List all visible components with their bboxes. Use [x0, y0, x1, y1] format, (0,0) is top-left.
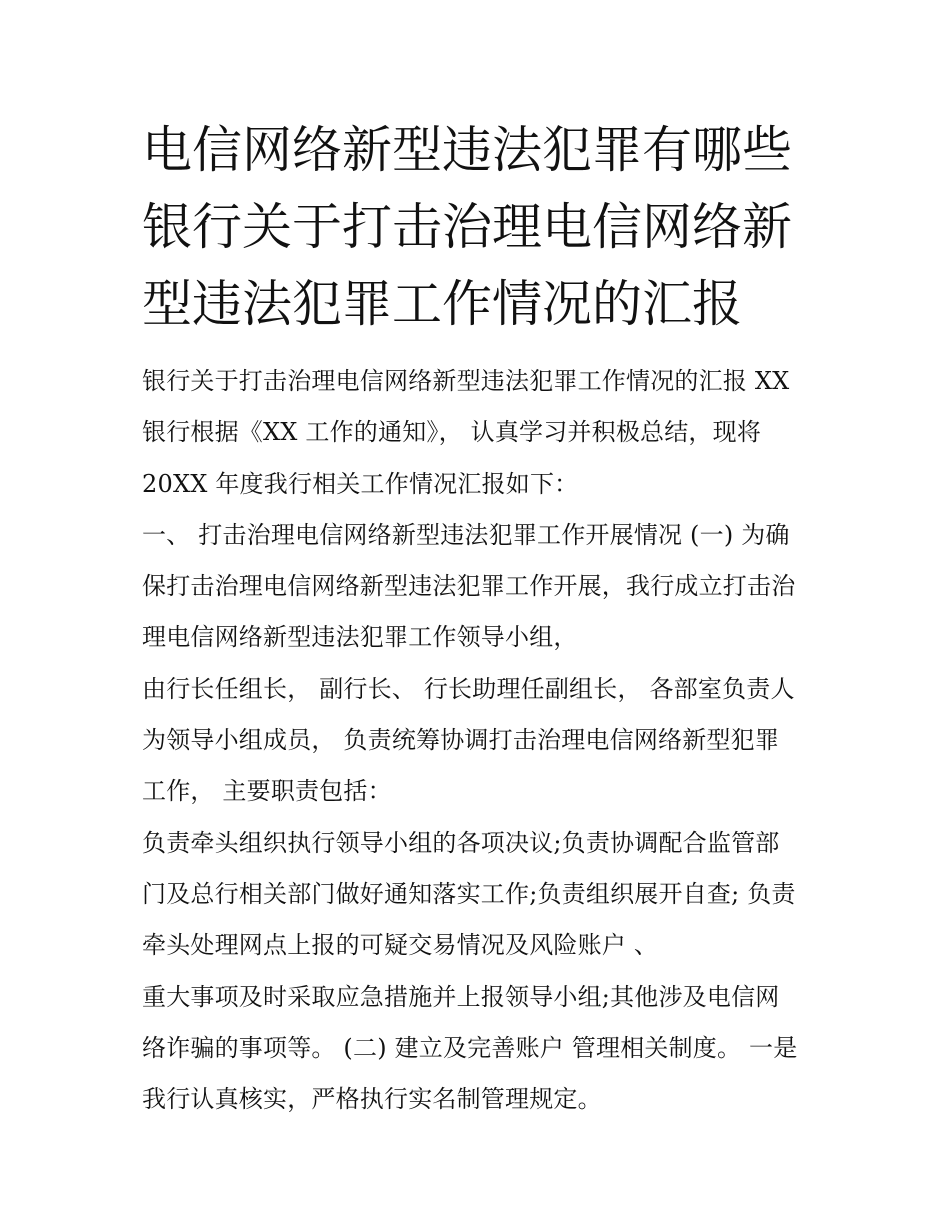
body-line: 牵头处理网点上报的可疑交易情况及风险账户 、 — [142, 931, 659, 960]
document-title — [142, 112, 822, 343]
body-line: 门及总行相关部门做好通知落实工作;负责组织展开自查; 负责 — [142, 879, 796, 908]
body-line: 20XX 年度我行相关工作情况汇报如下： — [142, 469, 579, 498]
body-line: 为领导小组成员， 负责统筹协调打击治理电信网络新型犯罪 — [142, 726, 780, 755]
body-line: 保打击治理电信网络新型违法犯罪工作开展，我行成立打击治 — [142, 572, 796, 601]
body-line: 工作， 主要职责包括： — [142, 777, 392, 806]
body-line: 我行认真核实，严格执行实名制管理规定。 — [142, 1085, 602, 1114]
body-line: 理电信网络新型违法犯罪工作领导小组， — [142, 623, 578, 652]
body-line: 一、 打击治理电信网络新型违法犯罪工作开展情况 (一) 为确 — [142, 520, 790, 549]
body-line: 银行根据《XX 工作的通知》， 认真学习并积极总结，现将 — [142, 418, 762, 447]
document-body — [142, 356, 832, 1125]
title-line: 电信网络新型违法犯罪有哪些 — [142, 121, 792, 179]
body-line: 负责牵头组织执行领导小组的各项决议;负责协调配合监管部 — [142, 828, 780, 857]
title-line: 型违法犯罪工作情况的汇报 — [142, 275, 742, 333]
body-line: 银行关于打击治理电信网络新型违法犯罪工作情况的汇报 XX — [142, 367, 790, 395]
body-line: 络诈骗的事项等。 (二) 建立及完善账户 管理相关制度。 一是 — [142, 1033, 798, 1062]
title-line: 银行关于打击治理电信网络新 — [142, 198, 792, 256]
body-line: 重大事项及时采取应急措施并上报领导小组;其他涉及电信网 — [142, 982, 780, 1011]
body-line: 由行长任组长， 副行长、 行长助理任副组长， 各部室负责人 — [142, 674, 795, 703]
